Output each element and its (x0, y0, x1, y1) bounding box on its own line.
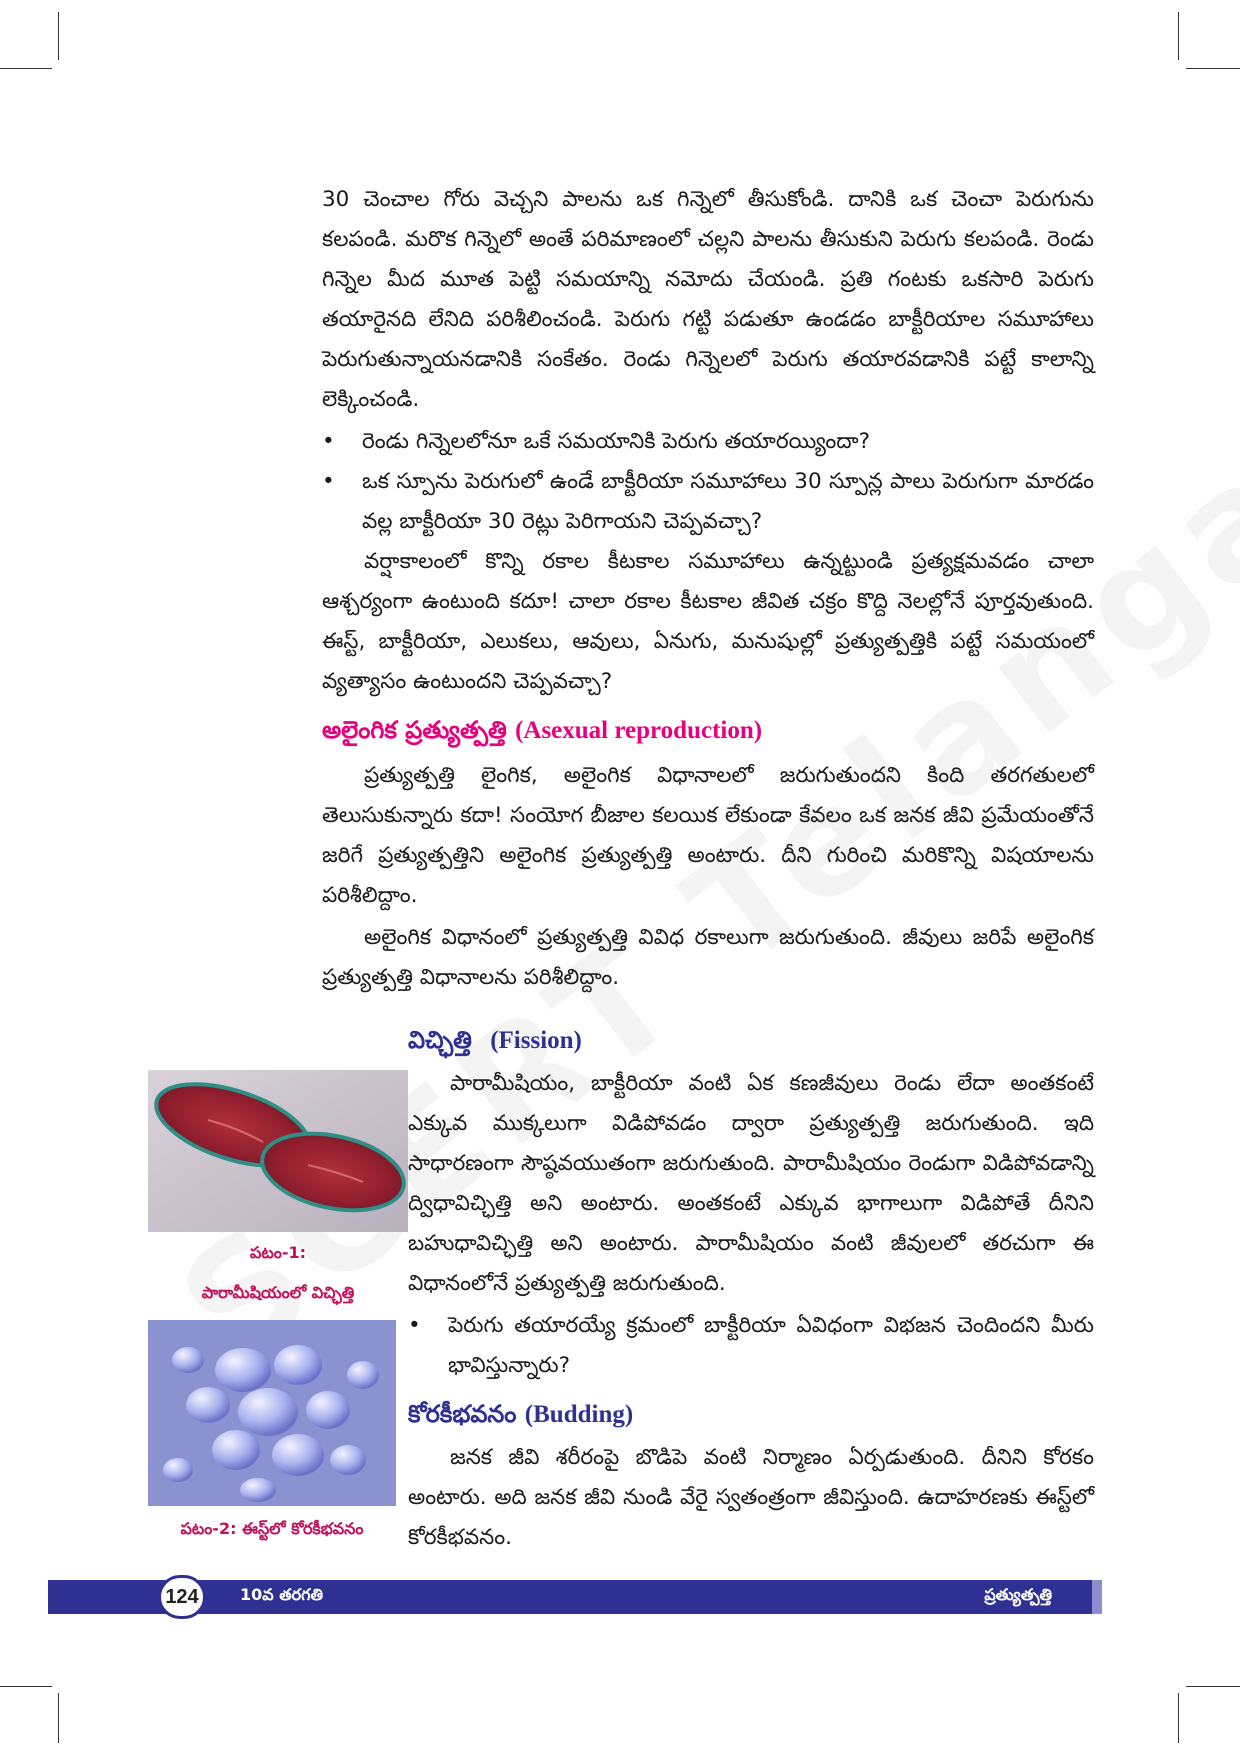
crop-mark (0, 68, 52, 69)
paragraph-activity: 30 చెంచాల గోరు వెచ్చని పాలను ఒక గిన్నెలో తీసుకోండి. దానికి ఒక చెంచా పెరుగును కలపండి. మరొక గిన్నెలో అంతే పరిమాణంలో చల్లని పాలను తీసుకుని పెరుగు కలపండి. రెండు గిన్నెల మీద మూత పెట్టి సమయాన్ని నమోదు చేయండి. ప్రతి గంటకు ఒకసారి పెరుగు తయారైనది లేనిది పరిశీలించండి. పెరుగు గట్టి పడుతూ ఉండడం బాక్టీరియాల సమూహాలు పెరుగుతున్నాయనడానికి సంకేతం. రెండు గిన్నెలలో పెరుగు తయారవడానికి పట్టే కాలాన్ని లెక్కించండి. (322, 187, 1094, 412)
figure-1-label: పటం-1: (249, 1243, 306, 1262)
heading-fission (408, 1022, 582, 1059)
crop-mark (1186, 1686, 1240, 1687)
heading-te: విచ్ఛిత్తి (408, 1026, 472, 1054)
paragraph-fission: పారామీషియం, బాక్టీరియా వంటి ఏక కణజీవులు రెండు లేదా అంతకంటే ఎక్కువ ముక్కలుగా విడిపోవడం ద్వారా ప్రత్యుత్పత్తి జరుగుతుంది. ఇది సాధారణంగా సౌష్ఠవయుతంగా జరుగుతుంది. పారామీషియం రెండుగా విడిపోవడాన్ని ద్విధావిచ్ఛిత్తి అని అంటారు. అంతకంటే ఎక్కువ భాగాలుగా విడిపోతే దీనిని బహుధావిచ్ఛిత్తి అని అంటారు. పారామీషియం వంటి జీవులలో తరచుగా ఈ విధానంలోనే ప్రత్యుత్పత్తి జరుగుతుంది. (408, 1071, 1094, 1296)
bullet-text: రెండు గిన్నెలలోనూ ఒకే సమయానికి పెరుగు తయారయ్యిందా? (362, 429, 871, 454)
heading-asexual-reproduction (322, 712, 762, 749)
heading-en: (Budding) (524, 1401, 634, 1428)
yeast-illustration (148, 1320, 396, 1506)
footer-bar-cap (1092, 1580, 1102, 1614)
bullet-question (322, 422, 1094, 462)
heading-te: అలైంగిక ప్రత్యుత్పత్తి (322, 716, 507, 744)
yeast-budding-image (148, 1320, 396, 1506)
paragraph-insects: వర్షాకాలంలో కొన్ని రకాల కీటకాల సమూహాలు ఉన్నట్టుండి ప్రత్యక్షమవడం చాలా ఆశ్చర్యంగా ఉంటుంది కదూ! చాలా రకాల కీటకాల జీవిత చక్రం కొద్ది నెలల్లోనే పూర్తవుతుంది. ఈస్ట్, బాక్టీరియా, ఎలుకలు, ఆవులు, ఏనుగు, మనుషుల్లో ప్రత్యుత్పత్తికి పట్టే సమయంలో వ్యత్యాసం ఉంటుందని చెప్పవచ్చా? (322, 549, 1094, 694)
crop-mark (1186, 68, 1240, 69)
footer-class-label: 10వ తరగతి (240, 1585, 323, 1604)
paragraph-asexual-intro: ప్రత్యుత్పత్తి లైంగిక, అలైంగిక విధానాలలో జరుగుతుందని కింది తరగతులలో తెలుసుకున్నారు కదా! సంయోగ బీజాల కలయిక లేకుండా కేవలం ఒక జనక జీవి ప్రమేయంతోనే జరిగే ప్రత్యుత్పత్తిని అలైంగిక ప్రత్యుత్పత్తి అంటారు. దీని గురించి మరికొన్ని విషయాలను పరిశీలిద్దాం. (322, 763, 1094, 908)
bullet-dot: • (408, 1313, 421, 1338)
heading-te: కోరకీభవనం (408, 1400, 517, 1428)
crop-mark (1178, 12, 1179, 60)
bullet-text: పెరుగు తయారయ్యే క్రమంలో బాక్టీరియా ఏవిధంగా విభజన చెందిందని మీరు భావిస్తున్నారు? (448, 1313, 1094, 1378)
bullet-dot: • (322, 429, 335, 454)
bullet-dot: • (322, 469, 335, 494)
crop-mark (58, 1693, 59, 1743)
crop-mark (58, 12, 59, 60)
heading-en: (Asexual reproduction) (515, 717, 763, 744)
footer-chapter-title: ప్రత్యుత్పత్తి (984, 1585, 1052, 1604)
bullet-text: ఒక స్పూను పెరుగులో ఉండే బాక్టీరియా సమూహాలు 30 స్పూన్ల పాలు పెరుగుగా మారడం వల్ల బాక్టీరియా 30 రెట్లు పెరిగాయని చెప్పవచ్చా? (362, 469, 1094, 534)
heading-en: (Fission) (490, 1027, 582, 1054)
paramecium-illustration (148, 1070, 408, 1232)
figure-2-caption: పటం-2: ఈస్ట్‌లో కోరకీభవనం (180, 1519, 364, 1538)
paramecium-fission-image (148, 1070, 408, 1232)
heading-budding (408, 1396, 633, 1433)
figure-1-caption: పారామీషియంలో విచ్ఛిత్తి (201, 1283, 355, 1302)
paragraph-asexual-methods: అలైంగిక విధానంలో ప్రత్యుత్పత్తి వివిధ రకాలుగా జరుగుతుంది. జీవులు జరిపే అలైంగిక ప్రత్యుత్పత్తి విధానాలను పరిశీలిద్దాం. (322, 925, 1094, 990)
bullet-question (408, 1306, 1094, 1386)
crop-mark (0, 1686, 52, 1687)
paragraph-budding: జనక జీవి శరీరంపై బొడిపె వంటి నిర్మాణం ఏర్పడుతుంది. దీనిని కోరకం అంటారు. అది జనక జీవి నుండి వేరై స్వతంత్రంగా జీవిస్తుంది. ఉదాహరణకు ఈస్ట్‌లో కోరకీభవనం. (408, 1445, 1094, 1550)
crop-mark (1178, 1693, 1179, 1743)
page-number: 124 (158, 1575, 206, 1619)
bullet-question (322, 462, 1094, 542)
